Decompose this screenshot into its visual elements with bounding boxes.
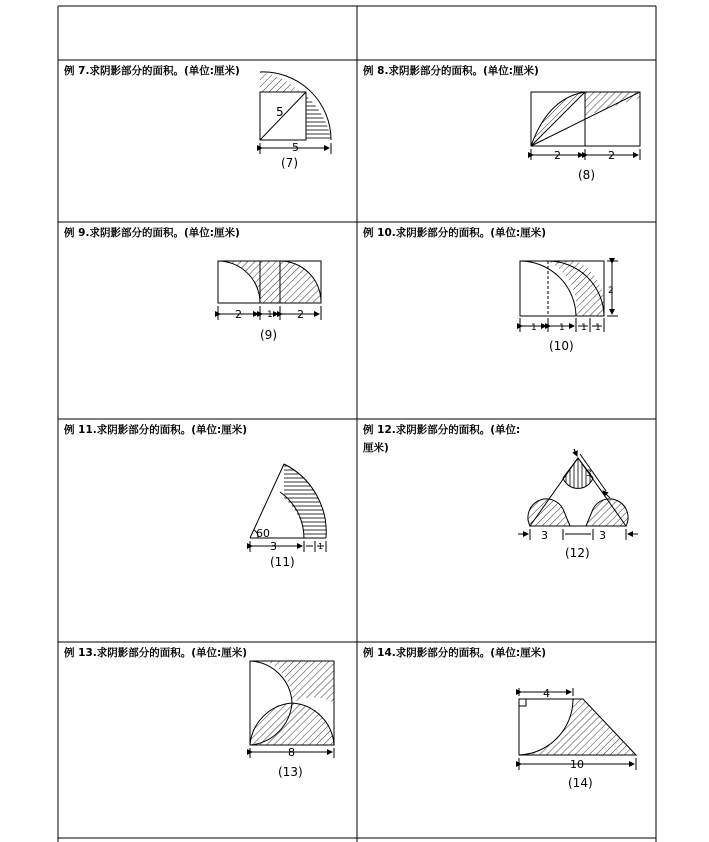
problem-11-title: 例 11.求阴影部分的面积。(单位:厘米) xyxy=(64,424,248,436)
problem-14-title: 例 14.求阴影部分的面积。(单位:厘米) xyxy=(363,647,547,659)
figure-8-label: (8) xyxy=(578,168,595,182)
figure-11-label: (11) xyxy=(270,555,295,569)
figure-7-label: (7) xyxy=(281,156,298,170)
figure-8-dim-left: 2 xyxy=(554,149,561,162)
figure-12 xyxy=(518,449,638,540)
problem-13-title: 例 13.求阴影部分的面积。(单位:厘米) xyxy=(64,647,248,659)
figure-10-dim-height: 2 xyxy=(608,286,614,296)
problem-12-title-line1: 例 12.求阴影部分的面积。(单位: xyxy=(363,424,521,436)
figure-12-label: (12) xyxy=(565,546,590,560)
figure-10-dim-d: 1 xyxy=(595,323,601,333)
figure-9-label: (9) xyxy=(260,328,277,342)
figure-9-dim-right: 2 xyxy=(297,308,304,321)
figure-11-dim-gap: 1 xyxy=(318,542,324,551)
figure-10-dim-c: 1 xyxy=(581,323,587,333)
figure-8 xyxy=(531,92,640,160)
figure-13 xyxy=(250,661,334,758)
problem-12-title-line2: 厘米) xyxy=(363,442,389,454)
figure-11-dim-angle: 60 xyxy=(256,527,270,540)
problem-10-title: 例 10.求阴影部分的面积。(单位:厘米) xyxy=(363,227,547,239)
figure-12-dim-left: 3 xyxy=(541,529,548,542)
problem-8-title: 例 8.求阴影部分的面积。(单位:厘米) xyxy=(363,65,539,77)
figure-13-dim-side: 8 xyxy=(288,746,295,759)
figure-10 xyxy=(520,261,618,332)
figure-10-label: (10) xyxy=(549,339,574,353)
figure-14-label: (14) xyxy=(568,776,593,790)
figure-9-dim-left: 2 xyxy=(235,308,242,321)
problem-7-title: 例 7.求阴影部分的面积。(单位:厘米) xyxy=(64,65,240,77)
figure-9-dim-mid: 1 xyxy=(267,310,273,320)
figure-7-dim-base: 5 xyxy=(292,141,299,154)
figure-12-dim-side: 3 xyxy=(586,469,592,479)
figure-14-dim-top: 4 xyxy=(543,687,550,700)
figure-13-label: (13) xyxy=(278,765,303,779)
figure-10-dim-a: 1 xyxy=(531,323,537,333)
figure-11-dim-base: 3 xyxy=(270,540,277,553)
figure-10-dim-b: 1 xyxy=(559,323,565,333)
problem-9-title: 例 9.求阴影部分的面积。(单位:厘米) xyxy=(64,227,240,239)
figure-12-dim-right: 3 xyxy=(599,529,606,542)
figure-7-dim-diag: 5 xyxy=(276,105,284,119)
figure-8-dim-right: 2 xyxy=(608,149,615,162)
figure-14-dim-base: 10 xyxy=(570,758,584,771)
